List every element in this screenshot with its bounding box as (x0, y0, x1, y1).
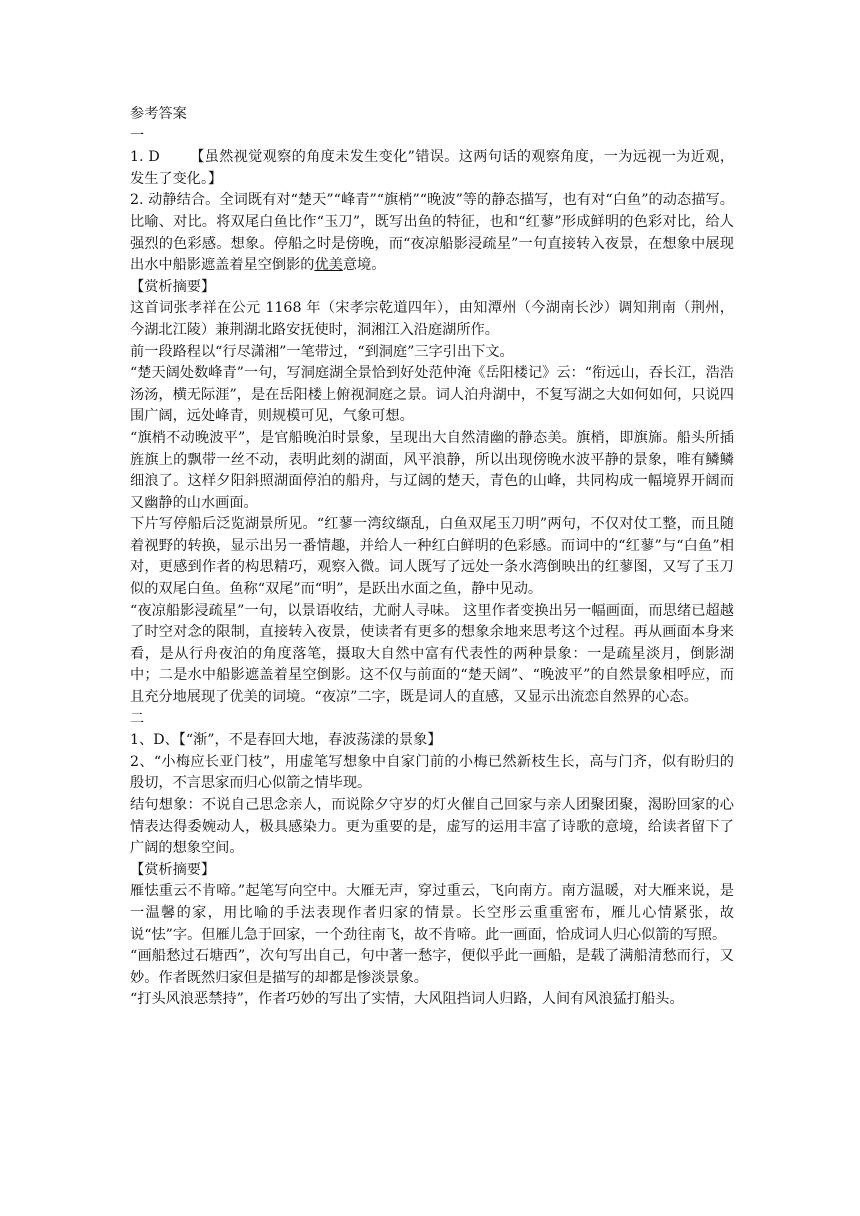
appreciation-heading: 【赏析摘要】 (130, 278, 216, 295)
paragraph: 前一段路程以“行尽潇湘”一笔带过，“到洞庭”三字引出下文。 (130, 343, 514, 360)
answer-b2: 2、“小梅应长亚门枝”，用虚笔写想象中自家门前的小梅已然新枝生长，高与门齐，似有盼归的殷切，不言思家而归心似箭之情毕现。 (130, 753, 734, 792)
section-marker-two: 二 (130, 710, 145, 727)
paragraph: 这首词张孝祥在公元 1168 年（宋孝宗乾道四年），由知潭州（今湖南长沙）调知荆南（荆州，今湖北江陵）兼荆湖北路安抚使时，洞湘江入沿庭湖所作。 (130, 300, 734, 338)
doc-title: 参考答案 (130, 106, 187, 122)
answer-1-text: 【虽然视觉观察的角度未发生变化”错误。这两句话的观察角度，一为远视一为近观，发生了变化。】 (130, 149, 735, 187)
answer-1-number: 1. D (130, 149, 160, 166)
answer-2-tail: 意境。 (342, 257, 386, 274)
section-marker-one: 一 (130, 127, 145, 144)
paragraph: “夜凉船影浸疏星”一句，以景语收结，尤耐人寻味。 这里作者变换出另一幅画面，而思绪已超越了时空对念的限制，直接转入夜景，使读者有更多的想象余地来思考这个过程。再从画面本身来看，是从行舟夜泊的角度落笔，摄取大自然中富有代表性的两种景象：一是疏星淡月，倒影湖中；二是水中船影遮盖着星空倒影。这不仅与前面的“楚天阔”、“晚波平”的自然景象相呼应，而且充分地展现了优美的词境。“夜凉”二字，既是词人的直感，又显示出流恋自然界的心态。 (130, 602, 734, 706)
document-page (130, 104, 734, 1011)
appreciation-heading: 【赏析摘要】 (130, 861, 216, 878)
paragraph: “楚天阔处数峰青”一句，写洞庭湖全景恰到好处范仲淹《岳阳楼记》云：“衔远山，吞长江，浩浩汤汤，横无际涯”，是在岳阳楼上俯视洞庭之景。词人泊舟湖中，不复写湖之大如何如何，只说四围广阔，远处峰青，则规模可见，气象可想。 (130, 365, 734, 425)
answer-1 (130, 147, 734, 190)
answer-2-underlined: 优美 (314, 257, 343, 274)
answer-2-text: 2. 动静结合。全词既有对“楚天”“峰青”“旗梢”“晚波”等的静态描写，也有对“白鱼”的动态描写。比喻、对比。将双尾白鱼比作“玉刀”，既写出鱼的特征，也和“红蓼”形成鲜明的色彩对比，给人强烈的色彩感。想象。停船之时是傍晚，而“夜凉船影浸疏星”一句直接转入夜景，在想象中展现出水中船影遮盖着星空倒影的 (130, 192, 734, 274)
answer-b1: 1、D、【“渐”，不是春回大地，春波荡漾的景象】 (130, 732, 442, 749)
paragraph: “画船愁过石塘西”，次句写出自己，句中著一愁字，便似乎此一画船，是载了满船清愁而行，又妙。作者既然归家但是描写的却都是惨淡景象。 (130, 948, 734, 986)
paragraph: 下片写停船后泛览湖景所见。“红蓼一湾纹缬乱，白鱼双尾玉刀明”两句，不仅对仗工整，而且随着视野的转换，显示出另一番情趣，并给人一种红白鲜明的色彩感。而词中的“红蓼”与“白鱼”相对，更感到作者的构思精巧，观察入微。词人既写了远处一条水湾倒映出的红蓼图，又写了玉刀似的双尾白鱼。鱼称“双尾”而“明”，是跃出水面之鱼，静中见动。 (130, 516, 734, 598)
answer-2 (130, 190, 734, 276)
paragraph: “旗梢不动晚波平”，是官船晚泊时景象，呈现出大自然清幽的静态美。旗梢，即旗旆。船头所插旌旗上的飘带一丝不动，表明此刻的湖面，风平浪静，所以出现傍晚水波平静的景象，唯有鳞鳞细浪了。这样夕阳斜照湖面停泊的船舟，与辽阔的楚天，青色的山峰，共同构成一幅境界开阔而又幽静的山水画面。 (130, 429, 734, 511)
paragraph: “打头风浪恶禁持”，作者巧妙的写出了实情，大风阻挡词人归路，人间有风浪猛打船头。 (130, 991, 684, 1008)
paragraph: 雁怯重云不肯啼。”起笔写向空中。大雁无声，穿过重云，飞向南方。南方温暖，对大雁来说，是一温馨的家，用比喻的手法表现作者归家的情景。长空彤云重重密布，雁儿心情紧张，故说“怯”字。但雁儿急于回家，一个劲往南飞，故不肯啼。此一画面，恰成词人归心似箭的写照。 (130, 883, 734, 943)
answer-b3: 结句想象：不说自己思念亲人，而说除夕守岁的灯火催自己回家与亲人团聚团聚，渴盼回家的心情表达得委婉动人，极具感染力。更为重要的是，虚写的运用丰富了诗歌的意境，给读者留下了广阔的想象空间。 (130, 797, 734, 857)
